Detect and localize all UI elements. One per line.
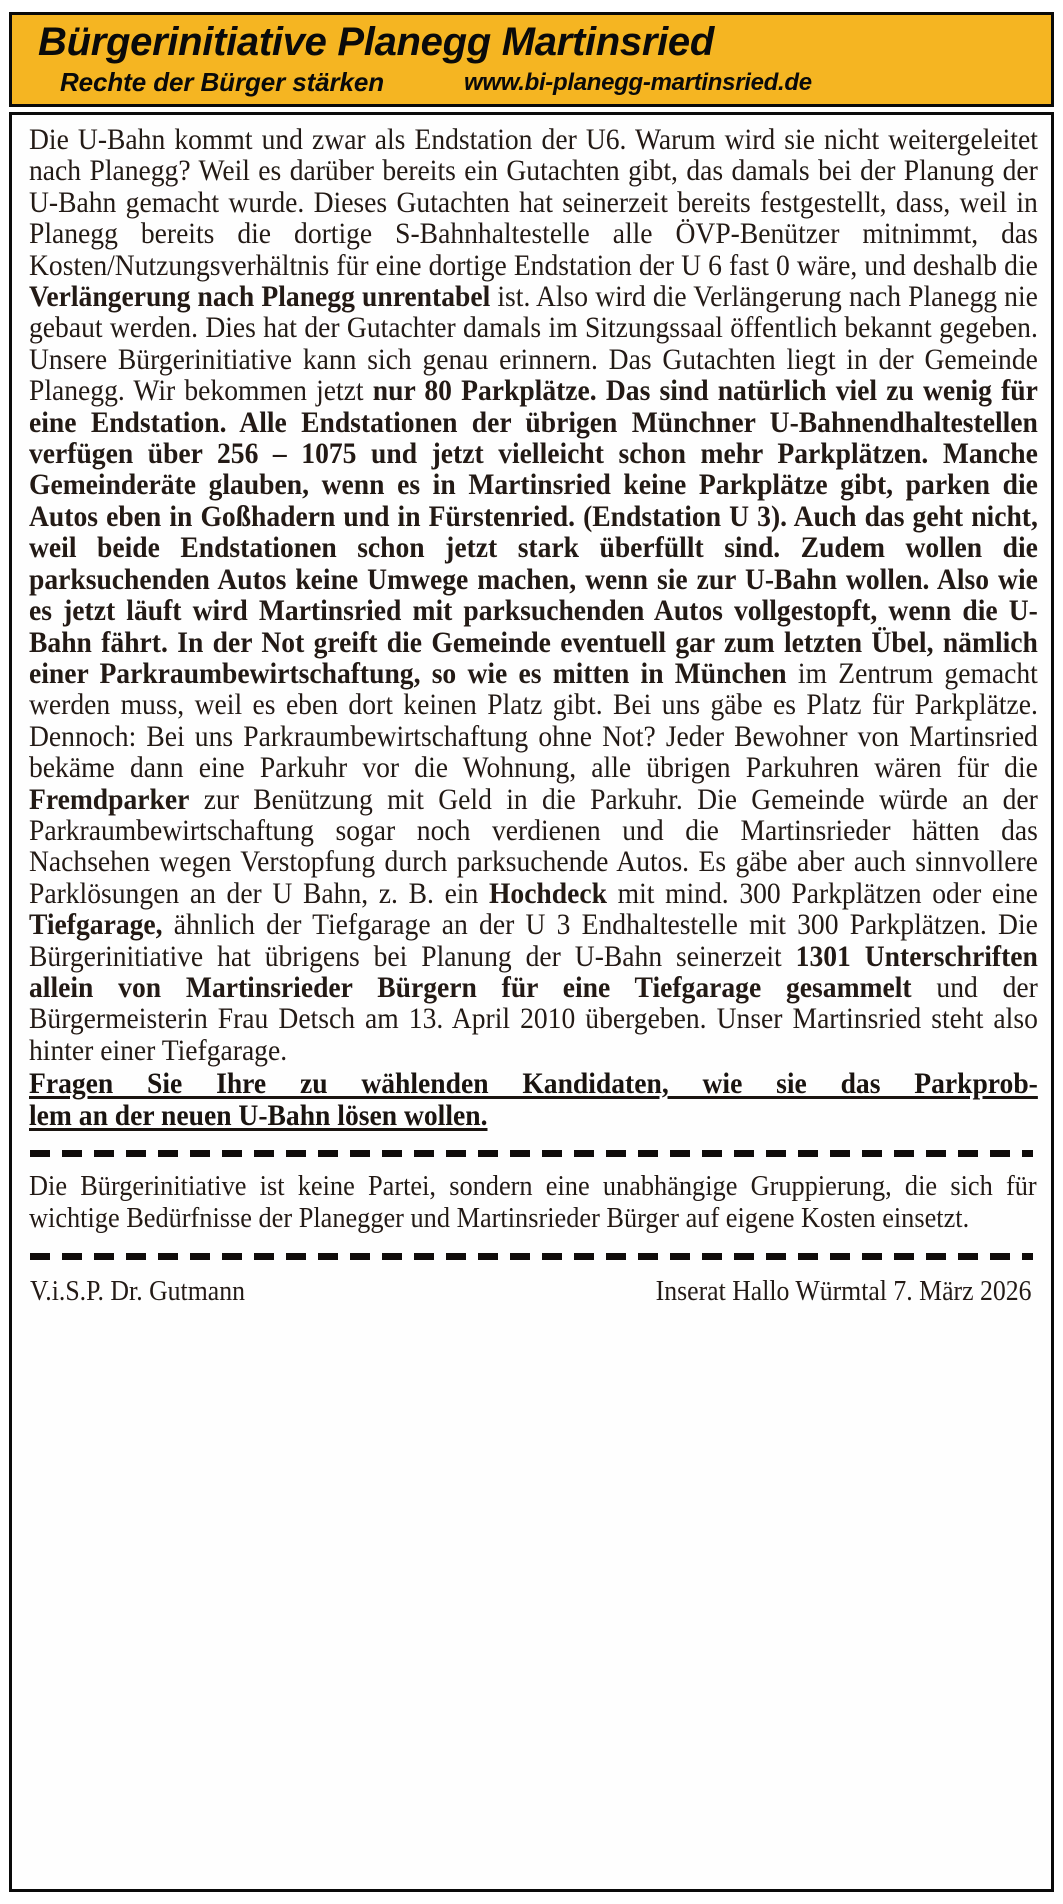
organization-website-url[interactable]: www.bi-planegg-martinsried.de <box>464 69 812 96</box>
footer-publication-info: Inserat Hallo Würmtal 7. März 2026 <box>655 1276 1031 1308</box>
article-run: und der Bürgermeisterin Frau Detsch am 13. April 2010 übergeben. Unser Martinsried steht also hinter einer Tiefgarage. <box>29 971 1038 1067</box>
article-text <box>29 125 1038 1067</box>
article-emphasis: Fremdparker <box>29 783 190 816</box>
article-run: im Zentrum gemacht werden muss, weil es eben dort keinen Platz gibt. Bei uns gäbe es Platz für Parkplätze. Dennoch: Bei uns Parkraumbewirtschaftung ohne Not? Jeder Bewohner von Martinsried bekäme dann eine Parkuhr vor die Wohnung, alle übrigen Parkuhren wären für die <box>29 657 1038 785</box>
advertisement-body <box>9 112 1054 1892</box>
article-run: Die U-Bahn kommt und zwar als Endstation der U6. Warum wird sie nicht weitergeleitet nach Planegg? Weil es darüber bereits ein Gutachten gibt, das damals bei der Planung der U-Bahn gemacht wurde. Dieses Gutachten hat seinerzeit bereits festgestellt, dass, weil in Planegg bereits die dortige S-Bahnhaltestelle alle ÖVP-Benützer mitnimmt, das Kosten/Nutzungsverhältnis für eine dortige Endstation der U 6 fast 0 wäre, und deshalb die <box>29 124 1038 282</box>
organization-slogan: Rechte der Bürger stärken <box>60 67 385 97</box>
dashed-divider-bottom <box>30 1253 1033 1260</box>
header-banner <box>9 12 1054 107</box>
article-run: mit mind. 300 Parkplätzen oder eine <box>606 877 1038 910</box>
dashed-divider-top <box>30 1150 1033 1157</box>
cta-line-1: Fragen Sie Ihre zu wählenden Kandidaten, wie sie das Parkprob- <box>29 1068 1038 1101</box>
footer-responsible-party: V.i.S.P. Dr. Gutmann <box>30 1276 245 1308</box>
article-run: zur Benützung mit Geld in die Parkuhr. Die Gemeinde würde an der Parkraumbewirtschaftung sogar noch verdienen und die Martinsrieder hätten das Nachsehen wegen Verstopfung durch parksuchende Autos. Es gäbe aber auch sinnvollere Parklösungen an der U Bahn, z. B. ein <box>29 783 1038 910</box>
call-to-action-text <box>29 1068 1038 1132</box>
article-run: ist. Also wird die Verlängerung nach Planegg nie gebaut werden. Dies hat der Gutachter damals im Sitzungssaal öffentlich bekannt gegeben. Unsere Bürgerinitiative kann sich genau erinnern. Das Gutachten liegt in der Gemeinde Planegg. Wir bekommen jetzt <box>29 281 1038 408</box>
organization-title: Bürgerinitiative Planegg Martinsried <box>38 20 715 64</box>
article-emphasis: nur 80 Parkplätze. Das sind natürlich viel zu wenig für eine Endstation. Alle Endstationen der übrigen Münchner U-Bahnendhaltestellen verfügen über 256 – 1075 und jetzt vielleicht schon mehr Parkplätzen. Manche Gemeinderäte glauben, wenn es in Martinsried keine Parkplätze gibt, parken die Autos eben in Goßhadern und in Fürstenried. (Endstation U 3). Auch das geht nicht, weil beide Endstationen schon jetzt stark überfüllt sind. Zudem wollen die parksuchenden Autos keine Umwege machen, wenn sie zur U-Bahn wollen. Also wie es jetzt läuft wird Martinsried mit parksuchenden Autos vollgestopft, wenn die U-Bahn fährt. In der Not greift die Gemeinde eventuell gar zum letzten Übel, nämlich einer Parkraumbewirtschaftung, so wie es mitten in München <box>29 375 1038 690</box>
footer-row <box>29 1274 1034 1314</box>
article-emphasis: Tiefgarage, <box>29 909 163 942</box>
article-emphasis: Verlängerung nach Planegg unrentabel <box>29 281 491 314</box>
article-emphasis: Hochdeck <box>488 877 607 910</box>
article-run: ähnlich der Tiefgarage an der U 3 Endhaltestelle mit 300 Parkplätzen. Die Bürgerinitiative hat übrigens bei Planung der U-Bahn seinerzeit <box>29 909 1038 973</box>
article-emphasis: 1301 Unterschriften allein von Martinsrieder Bürgern für eine Tiefgarage gesammelt <box>29 940 1038 1004</box>
disclaimer-text: Die Bürgerinitiative ist keine Partei, sondern eine unabhängige Gruppierung, die sich für wichtige Bedürfnisse der Planegger und Martinsrieder Bürger auf eigene Kosten einsetzt. <box>29 1171 1037 1235</box>
cta-line-2: lem an der neuen U-Bahn lösen wollen. <box>29 1100 488 1133</box>
banner-subtitle-row <box>60 66 1020 102</box>
